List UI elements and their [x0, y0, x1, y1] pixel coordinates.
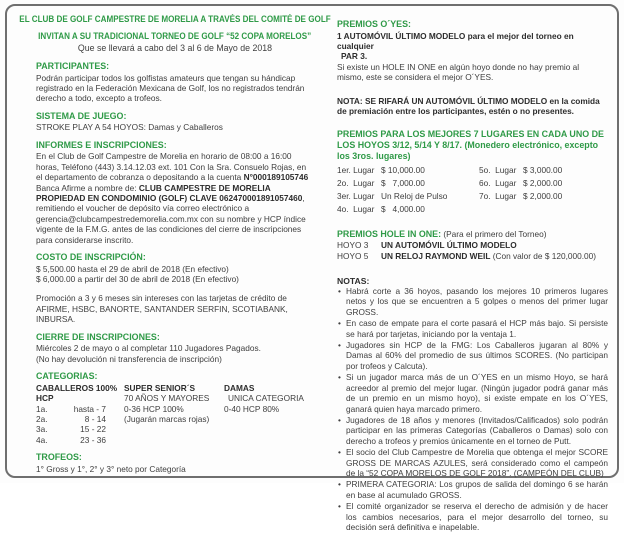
notas-heading: NOTAS: [337, 275, 370, 286]
informes-text-2: Banca Afirme a nombre de: [36, 182, 139, 193]
list-item: • El socio del Club Campestre de Morelia que obtenga el mejor SCORE GROSS DE MARCAS AZULES, será considerado como el campeón de la “52 COPA MORELOS DE GOLF 2018”. (CAMPEÓN DEL CLUB) [337, 447, 608, 478]
table-row: 2o. Lugar $ 7,000.00 [337, 178, 425, 189]
damas-header: DAMAS [224, 382, 255, 393]
title-line-2: INVITAN A SU TRADICIONAL TORNEO DE GOLF “52 COPA MORELOS” [38, 30, 312, 41]
hole-in-one-subtitle: (Para el primero del Torneo) [441, 229, 547, 240]
costo-heading: COSTO DE INSCRIPCIÓN: [36, 252, 146, 263]
participantes-heading: PARTICIPANTES: [36, 61, 110, 71]
flyer-header [19, 14, 331, 54]
section-categorias [36, 371, 314, 445]
cierre-line-1: Miércoles 2 de mayo o al completar 110 Jugadores Pagados. [36, 343, 261, 354]
informes-body [36, 151, 314, 245]
list-item: • PRIMERA CATEGORIA: Los grupos de salida del domingo 6 se harán en base al acumulado GROSS. [337, 479, 608, 500]
damas-line: 0-40 HCP 80% [224, 403, 280, 414]
title-line-1: EL CLUB DE GOLF CAMPESTRE DE MORELIA A TRAVÉS DEL COMITÉ DE GOLF [19, 14, 331, 24]
hole-in-one-title: PREMIOS HOLE IN ONE: [337, 229, 442, 240]
section-costo [36, 252, 314, 325]
section-participantes [36, 61, 314, 104]
categorias-col-damas [224, 383, 314, 445]
prize-table-left [337, 164, 479, 216]
left-column [19, 9, 331, 536]
hole-in-one-heading [337, 229, 608, 239]
section-premios-lugares [337, 129, 608, 216]
hole-in-one-row: HOYO 5 UN RELOJ RAYMOND WEIL (Con valor de $ 120,000.00) [337, 251, 597, 262]
section-trofeos [36, 452, 314, 474]
super-seniors-line: (Jugarán marcas rojas) [124, 413, 210, 424]
section-cierre [36, 332, 314, 364]
oyes-prize-line-1: 1 AUTOMÓVIL ÚLTIMO MODELO para el mejor del torneo en cualquier [337, 30, 574, 51]
super-seniors-line: 70 AÑOS Y MAYORES [124, 393, 210, 404]
list-item: • Jugadores sin HCP de la FMG: Los Caballeros jugaran al 80% y Damas al 60% del promedio de sus últimos SCORES. (No participan por trofeos y Calcuta). [337, 340, 608, 371]
prize-table-right [479, 164, 608, 216]
costo-promo: Promoción a 3 y 6 meses sin intereses con las tarjetas de crédito de AFIRME, HSBC, BANORTE, SANTANDER SERFIN, SCOTIABANK, INBURSA. [36, 293, 288, 325]
categorias-col-super-seniors [124, 383, 224, 445]
flyer-content [19, 9, 608, 536]
trofeos-heading: TROFEOS: [36, 452, 82, 463]
oyes-heading: PREMIOS O´YES: [337, 19, 411, 29]
super-seniors-line: 0-36 HCP 100% [124, 403, 184, 414]
table-row: 4o. Lugar $ 4,000.00 [337, 204, 425, 215]
cierre-heading: CIERRE DE INSCRIPCIONES: [36, 331, 160, 342]
sistema-heading: SISTEMA DE JUEGO: [36, 110, 127, 121]
section-hole-in-one [337, 229, 608, 262]
section-premios-oyes [337, 19, 608, 83]
oyes-prize-line-2: PAR 3. [341, 51, 368, 62]
informes-text-3: , remitiendo el voucher de depósito vía correo electrónico a gerencia@clubcampestredemorelia.com.mx con su nombre y HCP índice vigente de la F.M.G. antes de las condiciones del cierre de inscripciones para considerarse inscrito. [36, 193, 306, 245]
costo-line-1: $ 5,500.00 hasta el 29 de abril de 2018 (En efectivo) [36, 263, 229, 274]
table-row: 3er. Lugar Un Reloj de Pulso [337, 191, 448, 202]
section-notas [337, 276, 608, 533]
categorias-table [36, 383, 314, 445]
event-dates: Que se llevará a cabo del 3 al 6 de Mayo de 2018 [77, 43, 273, 53]
section-nota-rifa [337, 96, 608, 117]
right-column [337, 9, 608, 536]
list-item: • Si un jugador marca más de un O´YES en un mismo Hoyo, se hará acreedor al premio del mejor lugar. (Ningún jugador podrá ganar más de un premio en un mismo hoyo), si existe empate en los O´YES, ganará quien haya marcado primero. [337, 372, 608, 414]
informes-heading: INFORMES E INSCRIPCIONES: [36, 139, 167, 150]
table-row: 3a. 15 - 22 [36, 424, 106, 435]
damas-line: UNICA CATEGORIA [228, 393, 304, 404]
table-row: 6o. Lugar $ 2,000.00 [479, 178, 563, 189]
table-row: 2a. 8 - 14 [36, 413, 106, 424]
super-seniors-header: SUPER SENIOR´S [124, 382, 195, 393]
account-name: CLUB CAMPESTRE DE MORELIA PROPIEDAD EN CONDOMINIO (GOLF) CLAVE 062470001891057460 [36, 182, 303, 204]
lugares-heading: PREMIOS PARA LOS MEJORES 7 LUGARES EN CADA UNO DE LOS HOYOS 3/12, 5/14 Y 8/17. (Monedero electrónico, excepto los 3ros. lugares) [337, 129, 604, 161]
oyes-body: Si existe un HOLE IN ONE en algún hoyo donde no hay premio al mismo, este se considera el mejor O´YES. [337, 61, 580, 83]
nota-rifa-body: NOTA: SE RIFARÁ UN AUTOMÓVIL ÚLTIMO MODELO en la comida de premiación entre los participantes, estén o no presentes. [337, 95, 600, 117]
sistema-body: STROKE PLAY A 54 HOYOS: Damas y Caballeros [36, 122, 223, 133]
caballeros-header: CABALLEROS 100% HCP [36, 382, 118, 404]
cierre-line-2: (No hay devolución ni transferencia de inscripción) [36, 353, 222, 364]
trofeos-body: 1° Gross y 1°, 2° y 3° neto por Categoría [36, 463, 186, 474]
table-row: 4a. 23 - 36 [36, 434, 106, 445]
account-number: N°000189105746 [243, 172, 309, 183]
list-item: • Jugadores de 18 años y menores (Invitados/Calificados) solo podrán participar en las primeras Categorías (Caballeros o Damas) solo con derecho a trofeos y premios únicamente en el torneo de Putt. [337, 415, 608, 446]
list-item: • Habrá corte a 36 hoyos, pasando los mejores 10 primeros lugares netos y los que se encuentren a 5 golpes o menos del primer lugar GROSS. [337, 286, 608, 317]
prize-table [337, 164, 608, 216]
costo-line-2: $ 6,000.00 a partir del 30 de abril de 2018 (En efectivo) [36, 274, 239, 285]
table-row: 7o. Lugar $ 2,000.00 [479, 191, 563, 202]
hole-in-one-row: HOYO 3 UN AUTOMÓVIL ÚLTIMO MODELO [337, 239, 517, 250]
participantes-body: Podrán participar todos los golfistas amateurs que tengan su hándicap registrado en la Federación Mexicana de Golf, los no registrados tendrán derecho a todo, excepto a trofeos. [36, 72, 305, 104]
table-row: 1er. Lugar $ 10,000.00 [337, 165, 425, 176]
list-item: • En caso de empate para el corte pasará el HCP más bajo. Si persiste se hará por tarjetas, iniciando por la ventaja 1. [337, 318, 608, 339]
informes-text-1: En el Club de Golf Campestre de Morelia en horario de 08:00 a 16:00 horas, Teléfono (443) 3.14.12.03 ext. 101 Con la Sra. Consuelo Rojas, en el departamento de cobranza o depositando a la cuenta [36, 151, 307, 183]
table-row: 5o. Lugar $ 3,000.00 [479, 165, 563, 176]
list-item: • El comité organizador se reserva el derecho de admisión y de hacer los cambios necesarios, para el mejor desarrollo del torneo, su decisión será definitiva e inapelable. [337, 501, 608, 532]
section-sistema [36, 111, 314, 133]
categorias-heading: CATEGORIAS: [36, 371, 98, 382]
table-row: 1a. hasta - 7 [36, 403, 106, 414]
section-informes [36, 140, 314, 245]
categorias-col-caballeros [36, 383, 124, 445]
